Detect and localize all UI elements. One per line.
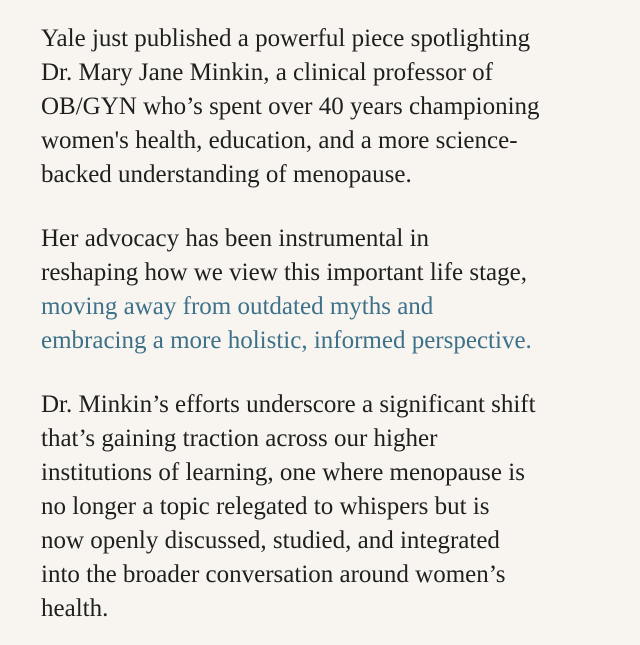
paragraph-2 xyxy=(41,222,600,358)
text-line: that’s gaining traction across our higher xyxy=(41,425,438,452)
highlighted-text-line: embracing a more holistic, informed perspective. xyxy=(41,327,532,354)
text-line: Yale just published a powerful piece spotlighting xyxy=(41,25,531,52)
highlighted-text-line: moving away from outdated myths and xyxy=(41,293,434,320)
text-line: Dr. Minkin’s efforts underscore a significant shift xyxy=(41,391,536,418)
text-line: institutions of learning, one where menopause is xyxy=(41,459,525,486)
text-line: backed understanding of menopause. xyxy=(41,161,412,188)
text-line: into the broader conversation around women’s xyxy=(41,561,506,588)
text-line: women's health, education, and a more science- xyxy=(41,127,518,154)
text-line: reshaping how we view this important life stage, xyxy=(41,259,527,286)
text-line: Dr. Mary Jane Minkin, a clinical professor of xyxy=(41,59,493,86)
text-line: Her advocacy has been instrumental in xyxy=(41,225,430,252)
text-line: health. xyxy=(41,595,109,622)
text-line: no longer a topic relegated to whispers but is xyxy=(41,493,490,520)
paragraph-3 xyxy=(41,388,600,626)
text-line: OB/GYN who’s spent over 40 years championing xyxy=(41,93,540,120)
paragraph-1 xyxy=(41,22,600,192)
text-line: now openly discussed, studied, and integrated xyxy=(41,527,500,554)
